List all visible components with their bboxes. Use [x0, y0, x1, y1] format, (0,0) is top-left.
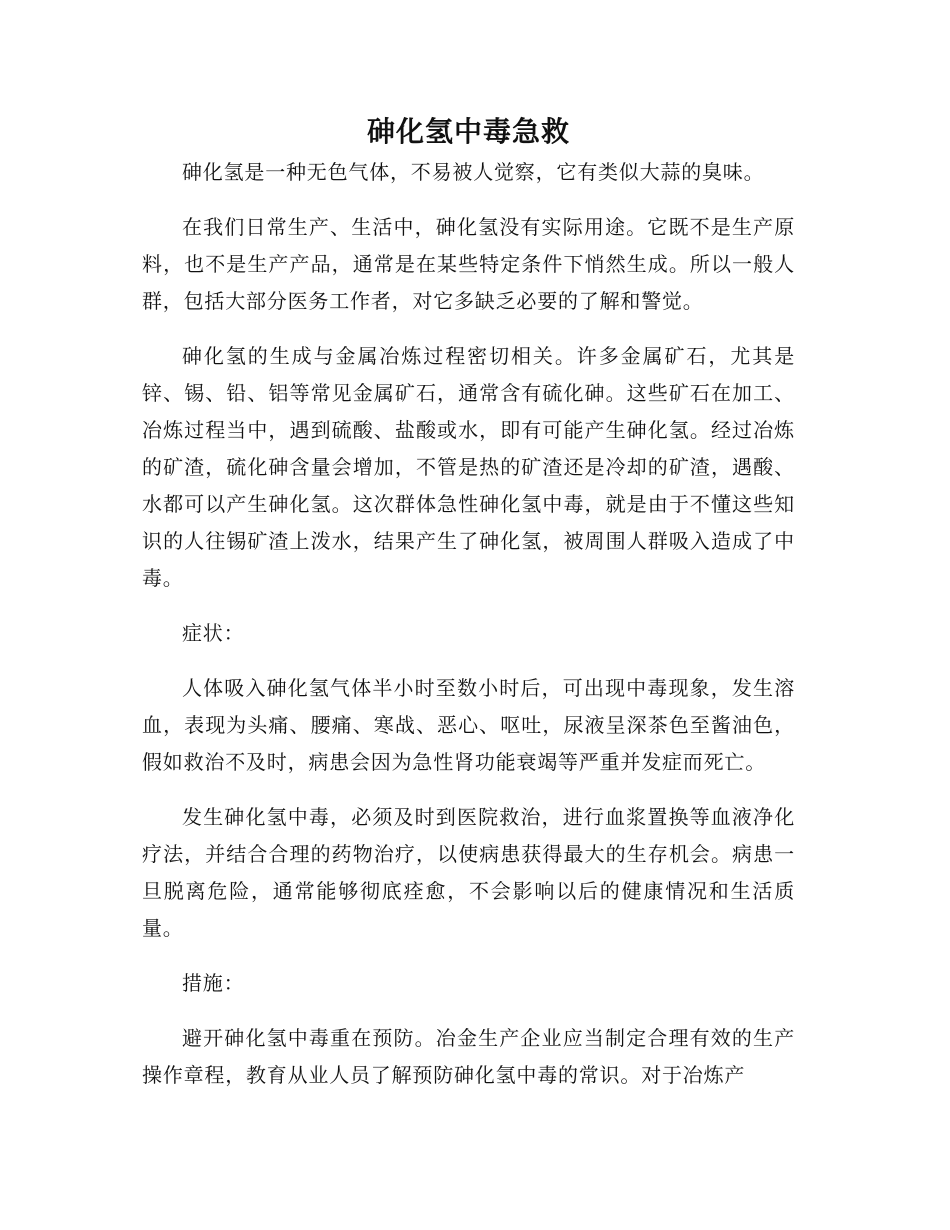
paragraph-formation: 砷化氢的生成与金属冶炼过程密切相关。许多金属矿石，尤其是锌、锡、铅、铝等常见金属矿石，通常含有硫化砷。这些矿石在加工、冶炼过程当中，遇到硫酸、盐酸或水，即有可能产生砷化氢。经过冶炼的矿渣，硫化砷含量会增加，不管是热的矿渣还是冷却的矿渣，遇酸、水都可以产生砷化氢。这次群体急性砷化氢中毒，就是由于不懂这些知识的人往锡矿渣上泼水，结果产生了砷化氢，被周围人群吸入造成了中毒。 [142, 344, 795, 590]
paragraph-intro: 砷化氢是一种无色气体，不易被人觉察，它有类似大蒜的臭味。 [182, 160, 765, 184]
document-title: 砷化氢中毒急救 [366, 115, 570, 148]
paragraph-treatment: 发生砷化氢中毒，必须及时到医院救治，进行血浆置换等血液净化疗法，并结合合理的药物治疗，以使病患获得最大的生存机会。病患一旦脱离危险，通常能够彻底痊愈，不会影响以后的健康情况和生活质量。 [142, 805, 795, 940]
paragraph-symptoms: 人体吸入砷化氢气体半小时至数小时后，可出现中毒现象，发生溶血，表现为头痛、腰痛、寒战、恶心、呕吐，尿液呈深茶色至酱油色，假如救治不及时，病患会因为急性肾功能衰竭等严重并发症而死亡。 [142, 676, 795, 774]
paragraph-prevention: 避开砷化氢中毒重在预防。冶金生产企业应当制定合理有效的生产操作章程，教育从业人员了解预防砷化氢中毒的常识。对于冶炼产 [142, 1026, 795, 1087]
section-heading-symptoms: 症状： [182, 621, 245, 645]
paragraph-usage: 在我们日常生产、生活中，砷化氢没有实际用途。它既不是生产原料，也不是生产产品，通常是在某些特定条件下悄然生成。所以一般人群，包括大部分医务工作者，对它多缺乏必要的了解和警觉。 [142, 215, 795, 313]
section-heading-measures: 措施： [182, 971, 245, 995]
